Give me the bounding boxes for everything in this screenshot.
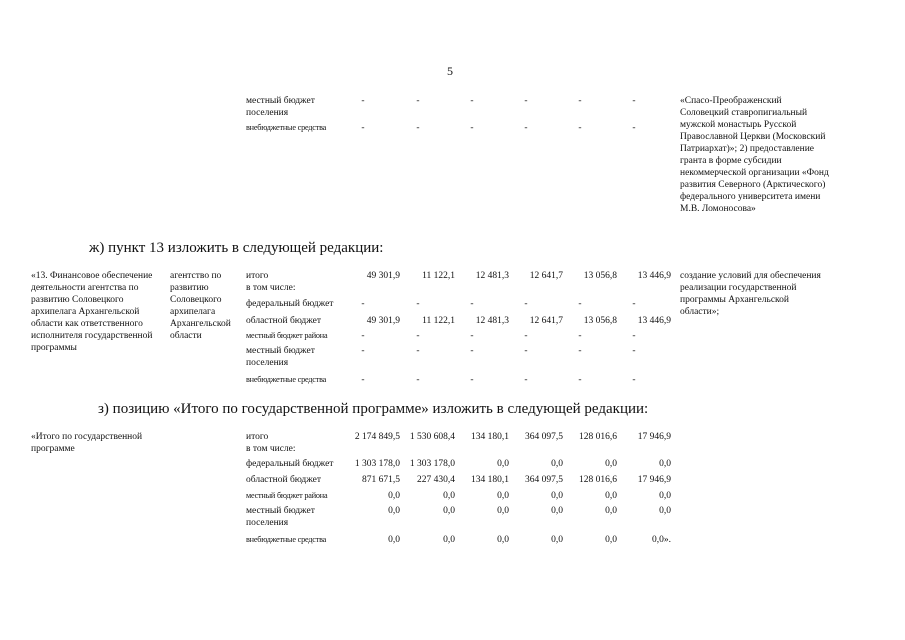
page-number: 5 (447, 64, 453, 78)
table-cell: - (578, 123, 582, 133)
table-cell: 1 303 178,0 (409, 459, 455, 469)
row-label: местный бюджет района (246, 331, 328, 340)
table-cell: 0,0 (551, 491, 563, 501)
table-cell: 0,0 (551, 535, 563, 545)
table-cell: 17 946,9 (637, 475, 671, 485)
table-cell: - (361, 331, 365, 341)
row-label: местный бюджет поселения (246, 96, 315, 118)
table-cell: - (416, 346, 420, 356)
row-label-sub: в том числе: (246, 444, 296, 454)
table-cell: - (632, 123, 636, 133)
table-cell: 0,0 (497, 506, 509, 516)
row-label: внебюджетные средства (246, 535, 327, 544)
table-cell: - (524, 375, 528, 385)
item-name: «13. Финансовое обеспечение деятельности агентства по развитию Соловецкого архипелага Архангельской области как ответственного исполнителя государственной программы (31, 271, 153, 353)
table-cell: 0,0 (388, 506, 400, 516)
table-cell: 0,0 (659, 459, 671, 469)
table-cell: - (632, 346, 636, 356)
table-cell: 17 946,9 (637, 432, 671, 442)
row-label: областной бюджет (246, 316, 322, 326)
table-cell: 0,0 (497, 459, 509, 469)
result-note: создание условий для обеспечения реализации государственной программы Архангельской области»; (680, 271, 821, 317)
table-cell: - (578, 299, 582, 309)
table-cell: 1 530 608,4 (409, 432, 455, 442)
table-cell: - (361, 375, 365, 385)
row-label: местный бюджет поселения (246, 346, 315, 368)
table-cell: 128 016,6 (579, 432, 617, 442)
table-cell: 12 481,3 (475, 316, 509, 326)
table-cell: 49 301,9 (366, 271, 400, 281)
table-cell: 134 180,1 (471, 432, 509, 442)
table-cell: 0,0 (659, 506, 671, 516)
executor: агентство по развитию Соловецкого архипелага Архангельской области (170, 271, 231, 341)
table-cell: - (524, 331, 528, 341)
table-cell: 0,0 (605, 506, 617, 516)
section-heading: ж) пункт 13 изложить в следующей редакции: (89, 240, 384, 256)
table-cell: 11 122,1 (422, 271, 455, 281)
result-note: «Спасо-Преображенский Соловецкий ставропигиальный мужской монастырь Русской Православной Церкви (Московский Патриархат)»; 2) предоставление гранта в форме субсидии некоммерческой организации «Фонд развития Северного (Арктического) федерального университета имени М.В. Ломоносова» (680, 96, 829, 214)
table-cell: 0,0». (652, 535, 671, 545)
table-cell: - (578, 331, 582, 341)
row-label: федеральный бюджет (246, 459, 334, 469)
table-cell: - (524, 96, 528, 106)
table-cell: 364 097,5 (525, 432, 563, 442)
table-cell: 13 056,8 (583, 316, 617, 326)
table-cell: 227 430,4 (417, 475, 455, 485)
table-cell: - (361, 123, 365, 133)
table-cell: - (416, 123, 420, 133)
table-cell: - (470, 123, 474, 133)
table-cell: - (578, 346, 582, 356)
table-cell: 0,0 (388, 491, 400, 501)
table-cell: 13 446,9 (637, 316, 671, 326)
table-cell: - (632, 331, 636, 341)
table-cell: - (361, 299, 365, 309)
table-cell: - (361, 346, 365, 356)
row-label: внебюджетные средства (246, 375, 327, 384)
table-cell: 0,0 (388, 535, 400, 545)
table-cell: 128 016,6 (579, 475, 617, 485)
item-name: «Итого по государственной программе (31, 432, 143, 454)
table-cell: 0,0 (551, 506, 563, 516)
table-cell: 12 481,3 (475, 271, 509, 281)
row-label-sub: в том числе: (246, 283, 296, 293)
table-cell: - (632, 375, 636, 385)
table-cell: - (416, 299, 420, 309)
table-cell: 0,0 (659, 491, 671, 501)
table-cell: 0,0 (605, 535, 617, 545)
table-cell: - (632, 299, 636, 309)
table-cell: 0,0 (551, 459, 563, 469)
table-cell: - (524, 346, 528, 356)
table-cell: 871 671,5 (362, 475, 400, 485)
table-cell: 0,0 (443, 535, 455, 545)
table-cell: 12 641,7 (529, 271, 563, 281)
table-cell: - (416, 331, 420, 341)
table-cell: - (578, 375, 582, 385)
table-cell: 0,0 (497, 535, 509, 545)
table-cell: 0,0 (443, 491, 455, 501)
table-cell: 364 097,5 (525, 475, 563, 485)
table-cell: 0,0 (443, 506, 455, 516)
table-cell: - (524, 123, 528, 133)
row-label: итого (246, 271, 269, 281)
row-label: местный бюджет района (246, 491, 328, 500)
table-cell: 49 301,9 (366, 316, 400, 326)
row-label: федеральный бюджет (246, 299, 334, 309)
table-cell: 0,0 (605, 491, 617, 501)
table-cell: 12 641,7 (529, 316, 563, 326)
table-cell: 13 446,9 (637, 271, 671, 281)
table-cell: - (470, 299, 474, 309)
table-cell: - (470, 346, 474, 356)
row-label: внебюджетные средства (246, 123, 327, 132)
table-cell: 134 180,1 (471, 475, 509, 485)
table-cell: - (470, 96, 474, 106)
table-cell: 0,0 (497, 491, 509, 501)
table-cell: 11 122,1 (422, 316, 455, 326)
table-cell: - (470, 331, 474, 341)
section-heading: з) позицию «Итого по государственной программе» изложить в следующей редакции: (98, 401, 649, 417)
table-cell: 2 174 849,5 (354, 432, 400, 442)
row-label: областной бюджет (246, 475, 322, 485)
table-cell: - (361, 96, 365, 106)
table-cell: 1 303 178,0 (354, 459, 400, 469)
table-cell: - (416, 375, 420, 385)
table-cell: 13 056,8 (583, 271, 617, 281)
row-label: местный бюджет поселения (246, 506, 315, 528)
row-label: итого (246, 432, 269, 442)
table-cell: - (632, 96, 636, 106)
table-cell: - (578, 96, 582, 106)
table-cell: - (470, 375, 474, 385)
table-cell: - (416, 96, 420, 106)
table-cell: 0,0 (605, 459, 617, 469)
table-cell: - (524, 299, 528, 309)
